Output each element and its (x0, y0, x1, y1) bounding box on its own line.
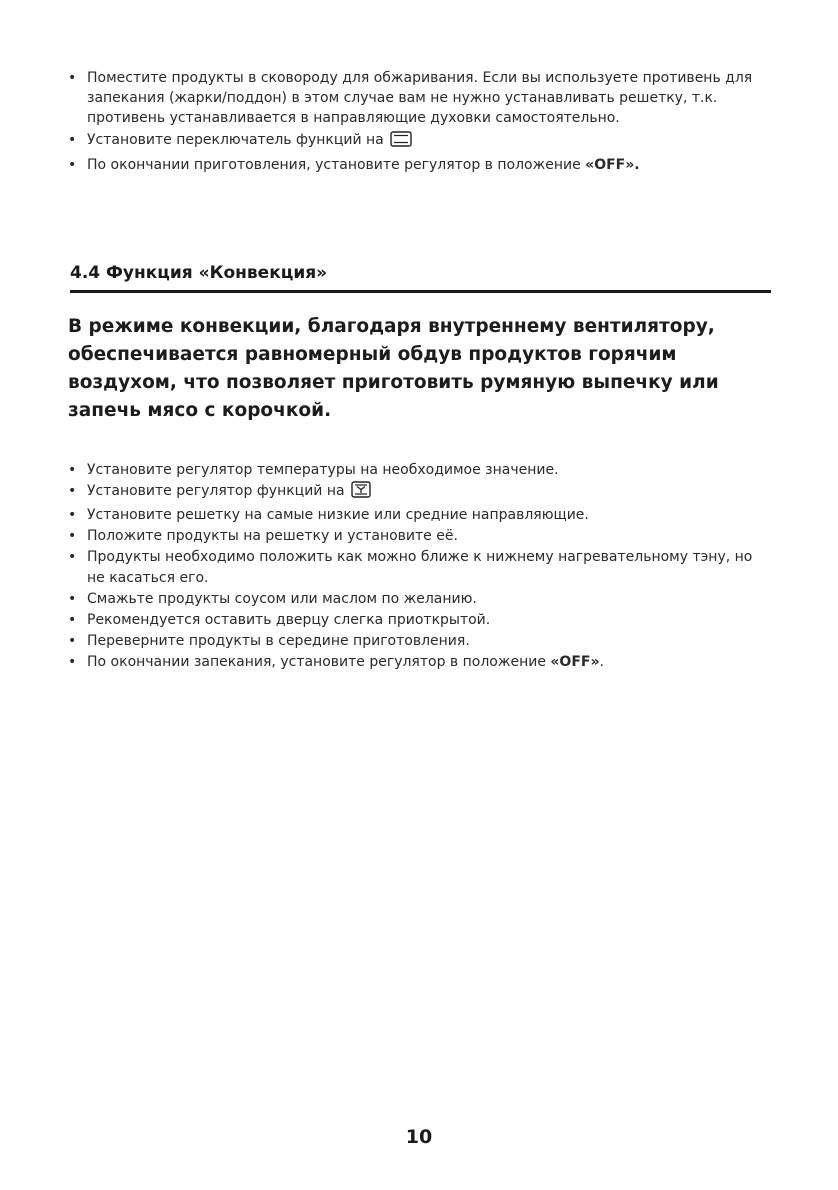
list-item-text: Установите переключатель функций на (87, 132, 384, 148)
list-item (68, 68, 773, 128)
list-item (68, 481, 773, 505)
list-item (68, 155, 773, 175)
page-number: 10 (405, 1126, 433, 1148)
list-item-text: Установите регулятор температуры на необходимое значение. (87, 462, 559, 478)
oven-function-icon (390, 131, 412, 153)
lead-paragraph: В режиме конвекции, благодаря внутреннему вентилятору, обеспечивается равномерный обдув продуктов горячим воздухом, что позволяет приготовить румяную выпечку или запечь мясо с корочкой. (68, 316, 719, 421)
list-item (68, 547, 773, 589)
list-item-text: Установите решетку на самые низкие или средние направляющие. (87, 507, 589, 523)
list-item-text: Смажьте продукты соусом или маслом по желанию. (87, 591, 477, 607)
section-title: 4.4 Функция «Конвекция» (70, 262, 771, 293)
list-item-text: Рекомендуется оставить дверцу слегка приоткрытой. (87, 612, 491, 628)
list-item-text: По окончании запекания, установите регулятор в положение (87, 654, 551, 670)
list-item (68, 526, 773, 547)
convection-fan-icon (351, 481, 371, 505)
list-item (68, 610, 773, 631)
list-item-text: Положите продукты на решетку и установите её. (87, 528, 458, 544)
list-item-text: Переверните продукты в середине приготовления. (87, 633, 470, 649)
top-bullet-list (68, 68, 773, 177)
list-item-text: Поместите продукты в сковороду для обжаривания. Если вы используете противень для запекания (жарки/поддон) в этом случае вам не нужно устанавливать решетку, т.к. противень устанавливается в направляющие духовки самостоятельно. (87, 70, 753, 126)
list-item (68, 130, 773, 153)
off-position-label: «OFF» (550, 654, 600, 670)
list-item (68, 505, 773, 526)
off-position-label: «OFF». (585, 157, 640, 173)
list-item-end: . (599, 654, 604, 670)
list-item-text: По окончании приготовления, установите регулятор в положение (87, 157, 586, 173)
list-item (68, 631, 773, 652)
list-item (68, 652, 773, 673)
list-item-text: Установите регулятор функций на (87, 483, 345, 499)
list-item-text: Продукты необходимо положить как можно ближе к нижнему нагревательному тэну, но не касаться его. (87, 549, 753, 586)
list-item (68, 589, 773, 610)
bottom-bullet-list (68, 460, 773, 673)
list-item (68, 460, 773, 481)
